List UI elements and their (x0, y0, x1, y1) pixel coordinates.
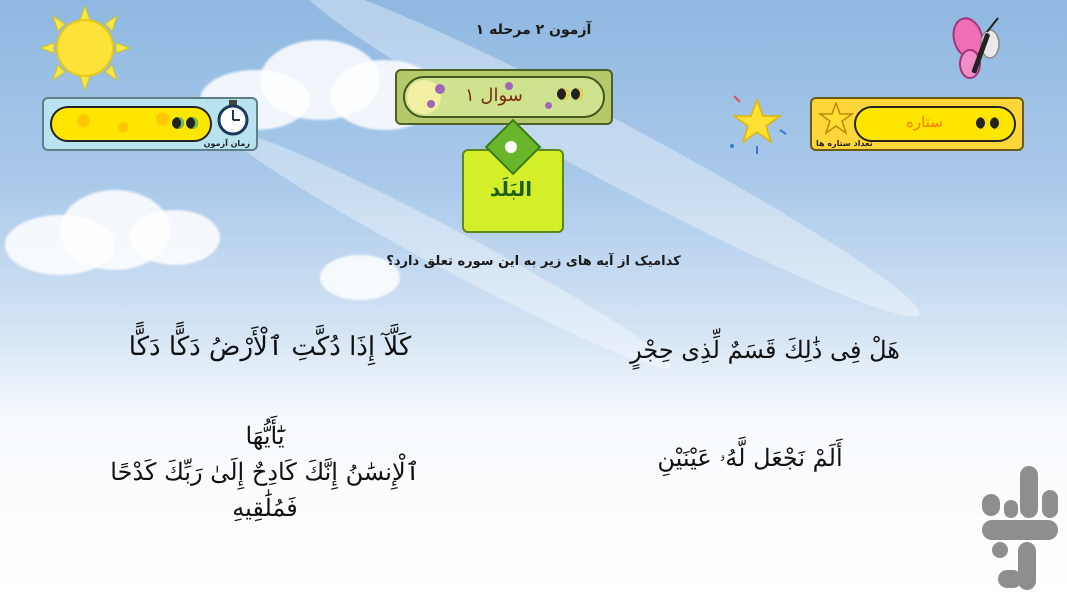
badge-eyes (557, 88, 583, 100)
answer-option-text: كَلَّآ إِذَا دُكَّتِ ٱلْأَرْضُ دَكًّا دَكًّا (128, 332, 412, 362)
star-eyes (976, 117, 1002, 129)
timer-label: زمان آزمون (203, 139, 250, 148)
question-number-label: سوال ۱ (465, 85, 523, 106)
star-counter-label: ستاره (906, 113, 943, 131)
timer-eyes (172, 117, 198, 129)
answer-option-text-line2: ٱلْإِنسَٰنُ إِنَّكَ كَادِحٌ إِلَىٰ رَبِّكَ كَدْحًا فَمُلَٰقِيهِ (110, 458, 420, 522)
app-logo-icon (978, 462, 1062, 594)
star-icon (724, 90, 790, 156)
star-count-label: تعداد ستاره ها (816, 139, 873, 148)
answer-option-text-line1: يَٰٓأَيُّهَا (245, 422, 285, 450)
answer-option-1[interactable] (90, 328, 450, 367)
star-icon (818, 102, 854, 136)
question-badge (395, 69, 613, 125)
page-title: آزمون ۲ مرحله ۱ (475, 22, 592, 38)
answer-option-2[interactable] (600, 332, 930, 368)
answer-option-text: أَلَمْ نَجْعَل لَّهُۥ عَيْنَيْنِ (657, 444, 843, 472)
stopwatch-icon (216, 100, 250, 136)
star-counter-bar (854, 106, 1016, 142)
answer-option-4[interactable] (610, 440, 890, 476)
answer-option-text: هَلْ فِى ذَٰلِكَ قَسَمٌ لِّذِى حِجْرٍ (630, 336, 900, 364)
question-number-pill (403, 76, 605, 118)
surah-plate (458, 127, 564, 231)
surah-name: البَلَد (489, 177, 533, 201)
question-text: کدامیک از آیه های زیر به این سوره تعلق دارد؟ (386, 254, 681, 269)
timer-panel (42, 97, 258, 151)
timer-bar (50, 106, 212, 142)
star-counter-panel (810, 97, 1024, 151)
sun-icon (40, 6, 130, 90)
answer-option-3[interactable] (80, 418, 450, 526)
